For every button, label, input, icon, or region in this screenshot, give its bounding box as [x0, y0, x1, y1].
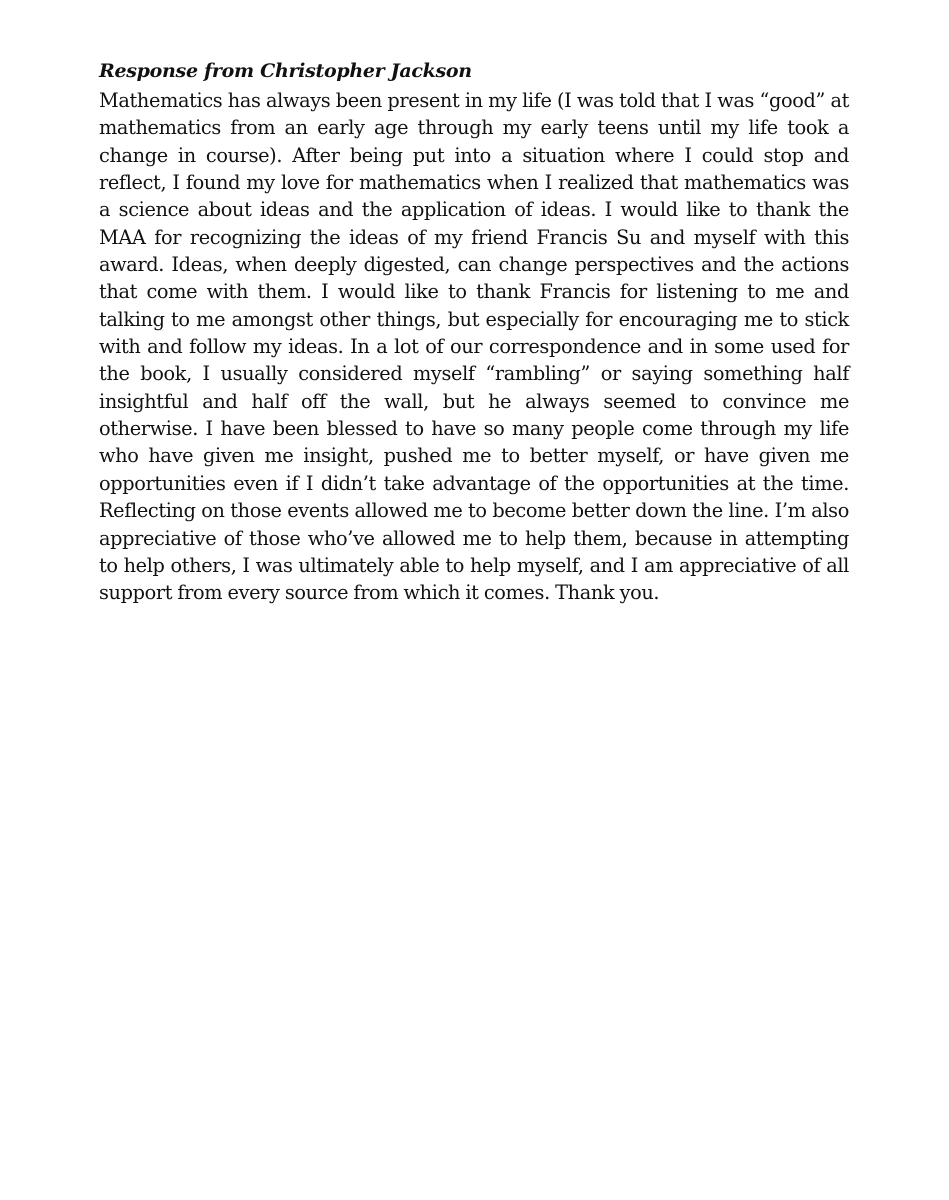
response-paragraph: Mathematics has always been present in my life (I was told that I was “good” at mathematics from an early age through my early teens until my life took a change in course). After being put into a situation where I could stop and reflect, I found my love for mathematics when I realized that mathematics was a science about ideas and the application of ideas. I would like to thank the MAA for recognizing the ideas of my friend Francis Su and myself with this award. Ideas, when deeply digested, can change perspectives and the actions that come with them. I would like to thank Francis for listening to me and talking to me amongst other things, but especially for encouraging me to stick with and follow my ideas. In a lot of our correspondence and in some used for the book, I usually considered myself “rambling” or saying something half insightful and half off the wall, but he always seemed to convince me otherwise. I have been blessed to have so many people come through my life who have given me insight, pushed me to better myself, or have given me opportunities even if I didn’t take advantage of the opportunities at the time. Reflecting on those events allowed me to become better down the line. I’m also appreciative of those who’ve allowed me to help them, because in attempting to help others, I was ultimately able to help myself, and I am appreciative of all support from every source from which it comes. Thank you. — [99, 89, 849, 605]
response-heading: Response from Christopher Jackson — [99, 60, 472, 82]
document-content — [99, 58, 849, 607]
